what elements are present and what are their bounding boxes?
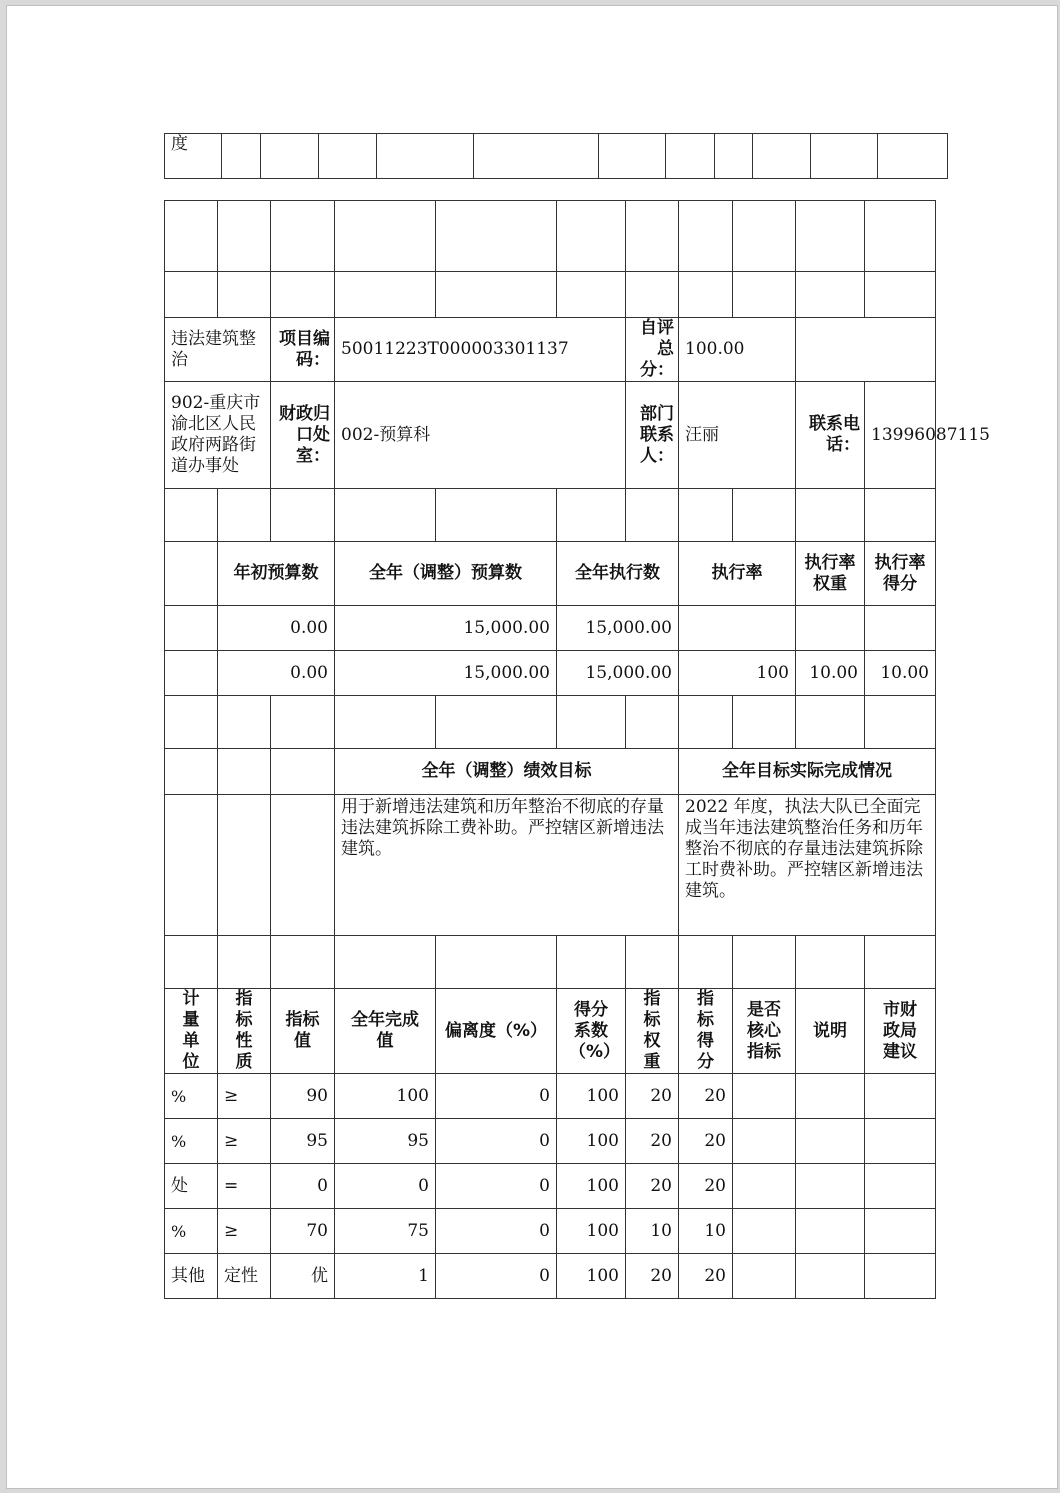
indicator-value: 95 bbox=[271, 1119, 335, 1164]
budget-weight bbox=[796, 606, 865, 651]
indicator-weight: 10 bbox=[626, 1209, 679, 1254]
indicator-score: 20 bbox=[679, 1119, 733, 1164]
indicator-completed: 75 bbox=[335, 1209, 436, 1254]
contact-phone: 13996087115 bbox=[865, 382, 936, 489]
finance-office: 002-预算科 bbox=[335, 382, 626, 489]
empty-row bbox=[165, 936, 936, 989]
performance-target-text: 用于新增违法建筑和历年整治不彻底的存量违法建筑拆除工费补助。严控辖区新增违法建筑。 bbox=[335, 795, 679, 936]
indicator-unit: 处 bbox=[165, 1164, 218, 1209]
budget-row bbox=[165, 651, 936, 696]
indicator-deviation: 0 bbox=[436, 1164, 557, 1209]
header-note: 说明 bbox=[796, 989, 865, 1074]
budget-rate bbox=[679, 606, 796, 651]
indicator-nature: ≥ bbox=[218, 1209, 271, 1254]
header-rate-score: 执行率得分 bbox=[865, 542, 936, 606]
indicator-nature: = bbox=[218, 1164, 271, 1209]
indicator-row bbox=[165, 1254, 936, 1299]
indicator-score: 20 bbox=[679, 1074, 733, 1119]
evaluation-table bbox=[164, 200, 990, 1299]
indicator-unit: % bbox=[165, 1074, 218, 1119]
header-coefficient: 得分系数（%） bbox=[557, 989, 626, 1074]
indicator-completed: 0 bbox=[335, 1164, 436, 1209]
budget-weight: 10.00 bbox=[796, 651, 865, 696]
empty-row bbox=[165, 489, 936, 542]
indicator-deviation: 0 bbox=[436, 1254, 557, 1299]
header-adjusted-budget: 全年（调整）预算数 bbox=[335, 542, 557, 606]
budget-rate: 100 bbox=[679, 651, 796, 696]
self-score: 100.00 bbox=[679, 318, 796, 382]
indicator-unit: % bbox=[165, 1119, 218, 1164]
indicator-score: 20 bbox=[679, 1254, 733, 1299]
header-execution-rate: 执行率 bbox=[679, 542, 796, 606]
contact-person: 汪丽 bbox=[679, 382, 796, 489]
document-page bbox=[6, 5, 1058, 1489]
indicator-score: 20 bbox=[679, 1164, 733, 1209]
indicator-unit: % bbox=[165, 1209, 218, 1254]
project-code-label: 项目编码： bbox=[271, 318, 335, 382]
indicator-weight: 20 bbox=[626, 1164, 679, 1209]
budget-score: 10.00 bbox=[865, 651, 936, 696]
budget-executed: 15,000.00 bbox=[557, 651, 679, 696]
contact-label: 部门联系人： bbox=[626, 382, 679, 489]
indicator-completed: 1 bbox=[335, 1254, 436, 1299]
indicator-value: 70 bbox=[271, 1209, 335, 1254]
indicator-weight: 20 bbox=[626, 1074, 679, 1119]
header-finance-advice: 市财政局建议 bbox=[865, 989, 936, 1074]
budget-adjusted: 15,000.00 bbox=[335, 651, 557, 696]
actual-completion-text: 2022 年度，执法大队已全面完成当年违法建筑整治任务和历年整治不彻底的存量违法建筑拆除工时费补助。严控辖区新增违法建筑。 bbox=[679, 795, 936, 936]
indicator-value: 0 bbox=[271, 1164, 335, 1209]
indicator-deviation: 0 bbox=[436, 1209, 557, 1254]
indicator-coefficient: 100 bbox=[557, 1209, 626, 1254]
indicator-unit: 其他 bbox=[165, 1254, 218, 1299]
header-unit: 计量单位 bbox=[165, 989, 218, 1074]
indicator-weight: 20 bbox=[626, 1254, 679, 1299]
indicator-nature: ≥ bbox=[218, 1074, 271, 1119]
header-core-indicator: 是否核心指标 bbox=[733, 989, 796, 1074]
budget-adjusted: 15,000.00 bbox=[335, 606, 557, 651]
header-rate-weight: 执行率权重 bbox=[796, 542, 865, 606]
budget-initial: 0.00 bbox=[218, 651, 335, 696]
indicator-value: 优 bbox=[271, 1254, 335, 1299]
indicator-coefficient: 100 bbox=[557, 1254, 626, 1299]
budget-row bbox=[165, 606, 936, 651]
project-name: 违法建筑整治 bbox=[165, 318, 271, 382]
header-indicator-score: 指标得分 bbox=[679, 989, 733, 1074]
header-completed-value: 全年完成值 bbox=[335, 989, 436, 1074]
indicator-row bbox=[165, 1209, 936, 1254]
header-executed: 全年执行数 bbox=[557, 542, 679, 606]
indicator-row bbox=[165, 1119, 936, 1164]
phone-label: 联系电话： bbox=[796, 382, 865, 489]
indicator-coefficient: 100 bbox=[557, 1164, 626, 1209]
goals-header-row bbox=[165, 749, 936, 795]
indicator-row bbox=[165, 1164, 936, 1209]
indicator-coefficient: 100 bbox=[557, 1119, 626, 1164]
unit-info-row bbox=[165, 382, 936, 489]
finance-office-label: 财政归口处室： bbox=[271, 382, 335, 489]
budget-header-row bbox=[165, 542, 936, 606]
header-indicator-weight: 指标权重 bbox=[626, 989, 679, 1074]
indicator-row bbox=[165, 1074, 936, 1119]
self-score-label: 自评总分： bbox=[626, 318, 679, 382]
fragment-cell-degree: 度 bbox=[165, 134, 222, 179]
header-deviation: 偏离度（%） bbox=[436, 989, 557, 1074]
budget-executed: 15,000.00 bbox=[557, 606, 679, 651]
top-fragment-table bbox=[164, 133, 948, 179]
indicator-completed: 100 bbox=[335, 1074, 436, 1119]
indicator-nature: ≥ bbox=[218, 1119, 271, 1164]
header-indicator-value: 指标值 bbox=[271, 989, 335, 1074]
header-nature: 指标性质 bbox=[218, 989, 271, 1074]
budget-initial: 0.00 bbox=[218, 606, 335, 651]
empty-row bbox=[165, 272, 936, 318]
indicator-weight: 20 bbox=[626, 1119, 679, 1164]
header-initial-budget: 年初预算数 bbox=[218, 542, 335, 606]
header-actual-completion: 全年目标实际完成情况 bbox=[679, 749, 936, 795]
header-performance-target: 全年（调整）绩效目标 bbox=[335, 749, 679, 795]
indicator-value: 90 bbox=[271, 1074, 335, 1119]
indicator-coefficient: 100 bbox=[557, 1074, 626, 1119]
indicator-deviation: 0 bbox=[436, 1074, 557, 1119]
empty-row bbox=[165, 201, 936, 272]
goals-text-row bbox=[165, 795, 936, 936]
empty-row bbox=[165, 696, 936, 749]
indicator-score: 10 bbox=[679, 1209, 733, 1254]
indicator-completed: 95 bbox=[335, 1119, 436, 1164]
indicator-header-row bbox=[165, 989, 936, 1074]
indicator-deviation: 0 bbox=[436, 1119, 557, 1164]
project-info-row bbox=[165, 318, 936, 382]
budget-score bbox=[865, 606, 936, 651]
indicator-nature: 定性 bbox=[218, 1254, 271, 1299]
implementing-unit: 902-重庆市渝北区人民政府两路街道办事处 bbox=[165, 382, 271, 489]
project-code: 50011223T000003301137 bbox=[335, 318, 626, 382]
